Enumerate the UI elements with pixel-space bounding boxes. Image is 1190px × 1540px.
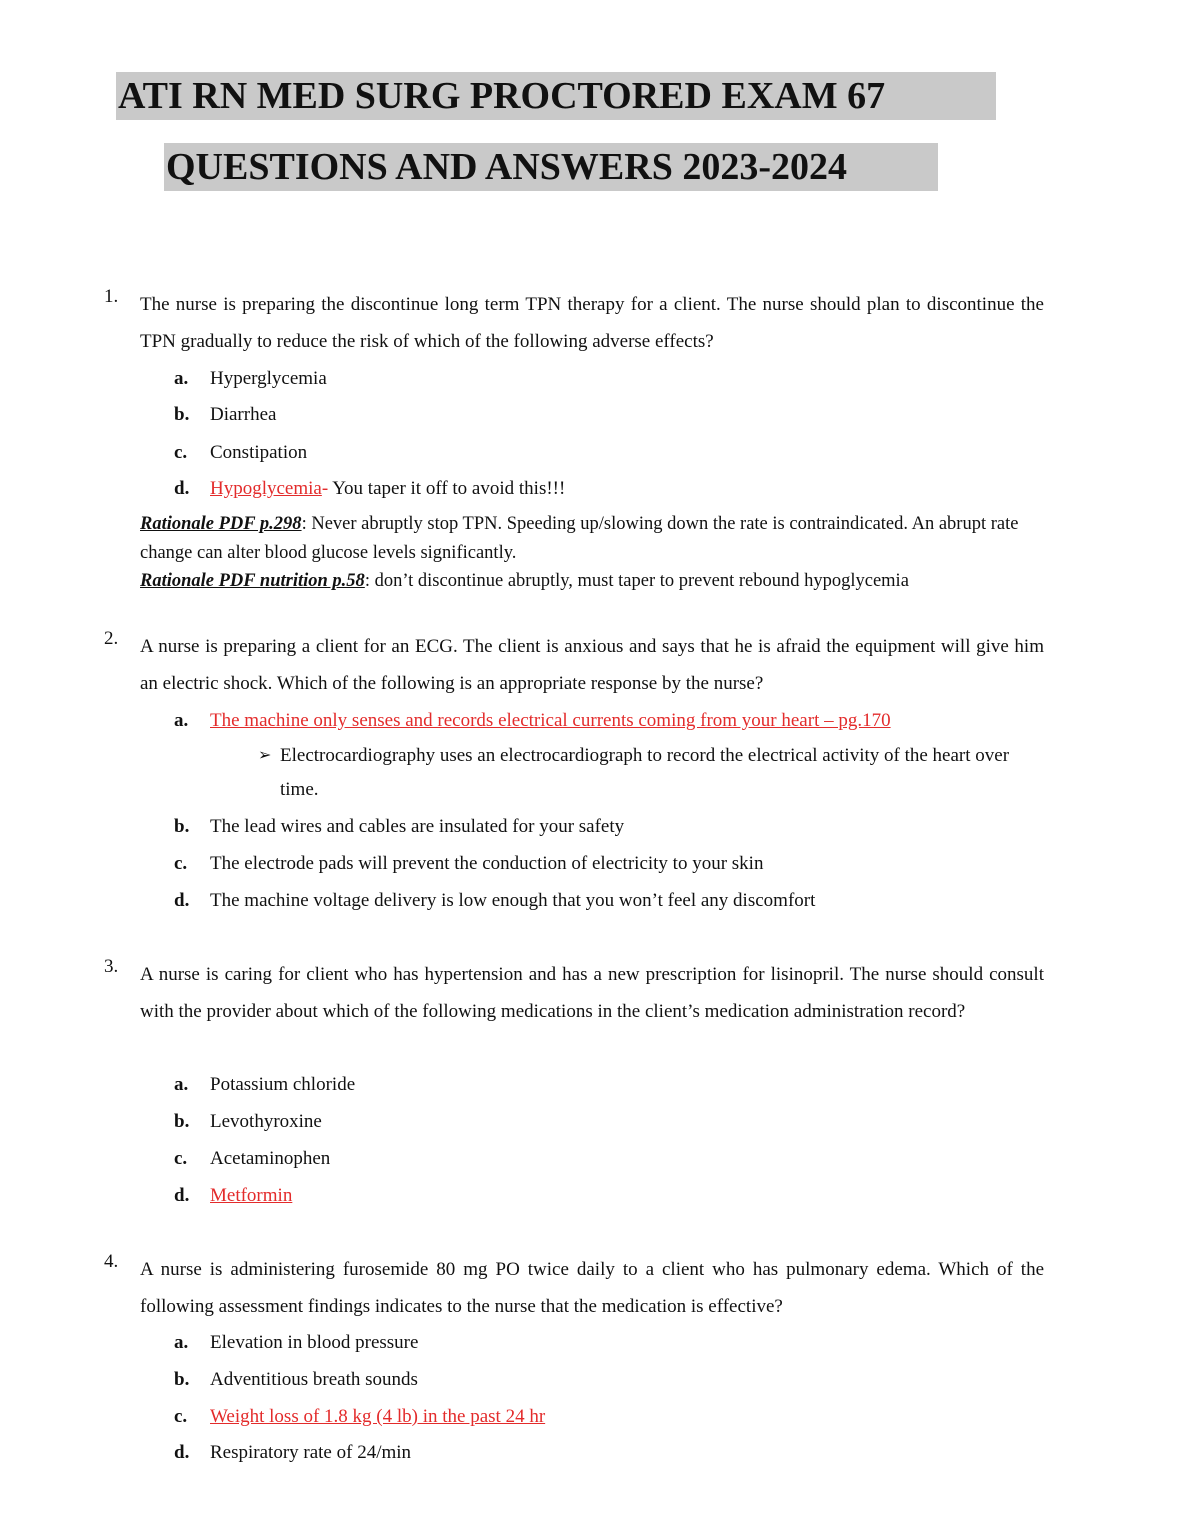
question-text: The nurse is preparing the discontinue long term TPN therapy for a client. The nurse should plan to discontinue the TPN gradually to reduce the risk of which of the following adverse effects?	[140, 294, 1044, 352]
option-letter: a.	[174, 1074, 189, 1095]
option-text: The machine voltage delivery is low enough that you won’t feel any discomfort	[210, 890, 816, 911]
rationale-text: : Never abruptly stop TPN. Speeding up/slowing down the rate is contraindicated. An abrupt rate change can alter blood glucose levels significantly.	[140, 514, 1019, 563]
option-letter: b.	[174, 816, 190, 837]
option-text: Hyperglycemia	[210, 368, 327, 389]
option-text: Acetaminophen	[210, 1148, 331, 1169]
option-text: Diarrhea	[210, 404, 277, 425]
document-title-line-1: ATI RN MED SURG PROCTORED EXAM 67	[116, 72, 996, 120]
question-text: A nurse is caring for client who has hypertension and has a new prescription for lisinopril. The nurse should consult with the provider about which of the following medications in the client’s medication administration record?	[140, 964, 1044, 1022]
rationale-label: Rationale PDF nutrition p.58	[140, 571, 365, 591]
option-letter: c.	[174, 1406, 188, 1427]
option-text: Elevation in blood pressure	[210, 1332, 419, 1353]
document-title-line-2: QUESTIONS AND ANSWERS 2023-2024	[164, 143, 938, 191]
option-text: The lead wires and cables are insulated for your safety	[210, 816, 625, 837]
answer-comment: You taper it off to avoid this!!!	[328, 478, 566, 499]
option-letter: d.	[174, 1185, 190, 1206]
option-text: Levothyroxine	[210, 1111, 322, 1132]
option-letter: a.	[174, 368, 189, 389]
option-letter: d.	[174, 478, 190, 499]
option-letter: b.	[174, 404, 190, 425]
rationale-text: : don’t discontinue abruptly, must taper to prevent rebound hypoglycemia	[364, 571, 909, 591]
correct-answer: The machine only senses and records electrical currents coming from your heart – pg.170	[210, 710, 891, 731]
option-letter: b.	[174, 1369, 190, 1390]
option-letter: a.	[174, 710, 189, 731]
explanation-bullet	[258, 739, 1028, 807]
option-text: Adventitious breath sounds	[210, 1369, 418, 1390]
question-number: 2.	[104, 628, 119, 649]
question-number: 1.	[104, 286, 119, 307]
option-letter: c.	[174, 1148, 188, 1169]
question-text: A nurse is preparing a client for an ECG. The client is anxious and says that he is afraid the equipment will give him an electric shock. Which of the following is an appropriate response by the nurse?	[140, 636, 1044, 694]
option-letter: b.	[174, 1111, 190, 1132]
option-text: Respiratory rate of 24/min	[210, 1442, 412, 1463]
option-letter: c.	[174, 853, 188, 874]
question-text: A nurse is administering furosemide 80 mg PO twice daily to a client who has pulmonary edema. Which of the following assessment findings indicates to the nurse that the medication is effective?	[140, 1259, 1044, 1317]
question-number: 4.	[104, 1251, 119, 1272]
arrow-bullet-icon: ➢	[258, 747, 272, 764]
option-letter: d.	[174, 890, 190, 911]
option-letter: a.	[174, 1332, 189, 1353]
option-letter: d.	[174, 1442, 190, 1463]
option-letter: c.	[174, 442, 188, 463]
answer-dash: -	[321, 478, 329, 499]
question-number: 3.	[104, 956, 119, 977]
rationale-1	[140, 510, 1040, 568]
option-text: Constipation	[210, 442, 308, 463]
correct-answer: Metformin	[210, 1185, 293, 1206]
rationale-label: Rationale PDF p.298	[140, 514, 302, 534]
bullet-text: Electrocardiography uses an electrocardiograph to record the electrical activity of the heart over time.	[280, 745, 1010, 800]
option-text: The electrode pads will prevent the conduction of electricity to your skin	[210, 853, 764, 874]
correct-answer: Weight loss of 1.8 kg (4 lb) in the past 24 hr	[210, 1406, 546, 1427]
correct-answer: Hypoglycemia	[210, 478, 322, 499]
option-text	[210, 470, 565, 507]
rationale-2	[140, 567, 1040, 596]
option-text: Potassium chloride	[210, 1074, 356, 1095]
